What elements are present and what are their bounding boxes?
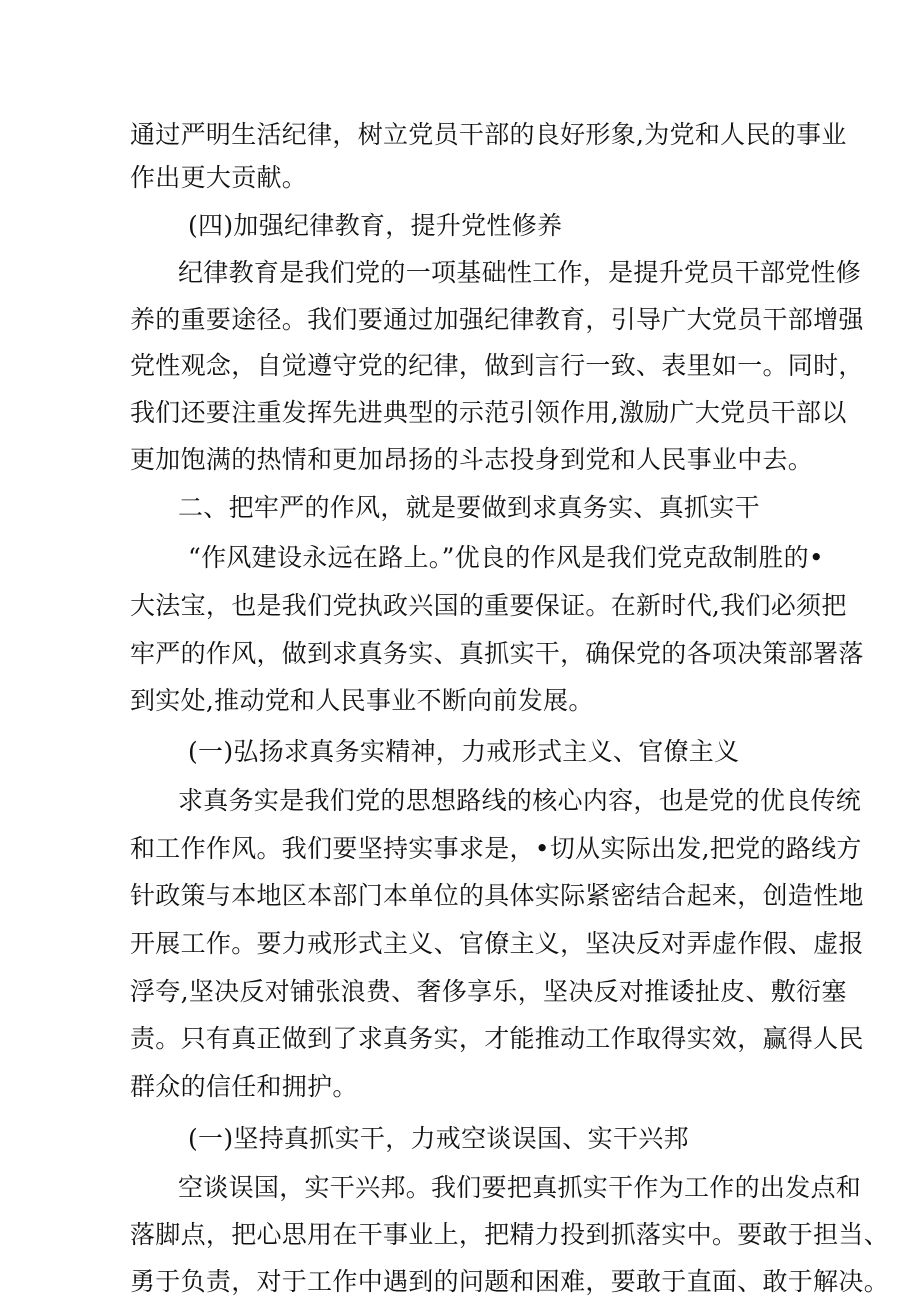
paragraph-line: 求真务实是我们党的思想路线的核心内容，也是党的优良传统 [178,786,862,815]
paragraph-line: 我们还要注重发挥先进典型的示范引领作用,激励广大党员干部以 [130,398,847,427]
paragraph-line: 责。只有真正做到了求真务实，才能推动工作取得实效，赢得人民 [130,1024,864,1053]
paragraph-line: 空谈误国，实干兴邦。我们要把真抓实干作为工作的出发点和 [178,1173,862,1202]
paragraph-line: “作风建设永远在路上。”优良的作风是我们党克敌制胜的• [188,543,824,572]
paragraph-line: 作出更大贡献。 [130,163,308,192]
paragraph-line: 勇于负责，对于工作中遇到的问题和困难，要敢于直面、敢于解决。 [130,1267,890,1296]
paragraph-line: 更加饱满的热情和更加昂扬的斗志投身到党和人民事业中去。 [130,445,814,474]
paragraph-line: 和工作作风。我们要坚持实事求是，•切从实际出发,把党的路线方 [130,834,862,863]
paragraph-line: 纪律教育是我们党的一项基础性工作，是提升党员干部党性修 [178,258,862,287]
paragraph-line: 养的重要途径。我们要通过加强纪律教育，引导广大党员干部增强 [130,305,864,334]
paragraph-line: 通过严明生活纪律，树立党员干部的良好形象,为党和人民的事业 [130,120,847,149]
paragraph-line: 群众的信任和拥护。 [130,1072,358,1101]
paragraph-line: 党性观念，自觉遵守党的纪律，做到言行一致、表里如一。同时， [130,351,864,380]
paragraph-line: 浮夸,坚决反对铺张浪费、奢侈享乐，坚决反对推诿扯皮、敷衍塞 [130,977,847,1006]
paragraph-line: 针政策与本地区本部门本单位的具体实际紧密结合起来，创造性地 [130,881,864,910]
section-heading: (四)加强纪律教育，提升党性修养 [188,211,563,240]
section-heading: (一)弘扬求真务实精神，力戒形式主义、官僚主义 [188,737,740,766]
paragraph-line: 牢严的作风，做到求真务实、真抓实干，确保党的各项决策部署落 [130,639,864,668]
paragraph-line: 落脚点，把心思用在干事业上，把精力投到抓落实中。要敢于担当、 [130,1220,890,1249]
paragraph-line: 到实处,推动党和人民事业不断向前发展。 [130,686,594,715]
section-heading: 二、把牢严的作风，就是要做到求真务实、真抓实干 [178,493,760,522]
paragraph-line: 大法宝，也是我们党执政兴国的重要保证。在新时代,我们必须把 [130,591,847,620]
paragraph-line: 开展工作。要力戒形式主义、官僚主义，坚决反对弄虚作假、虚报 [130,929,864,958]
section-heading: (一)坚持真抓实干，力戒空谈误国、实干兴邦 [188,1124,689,1153]
